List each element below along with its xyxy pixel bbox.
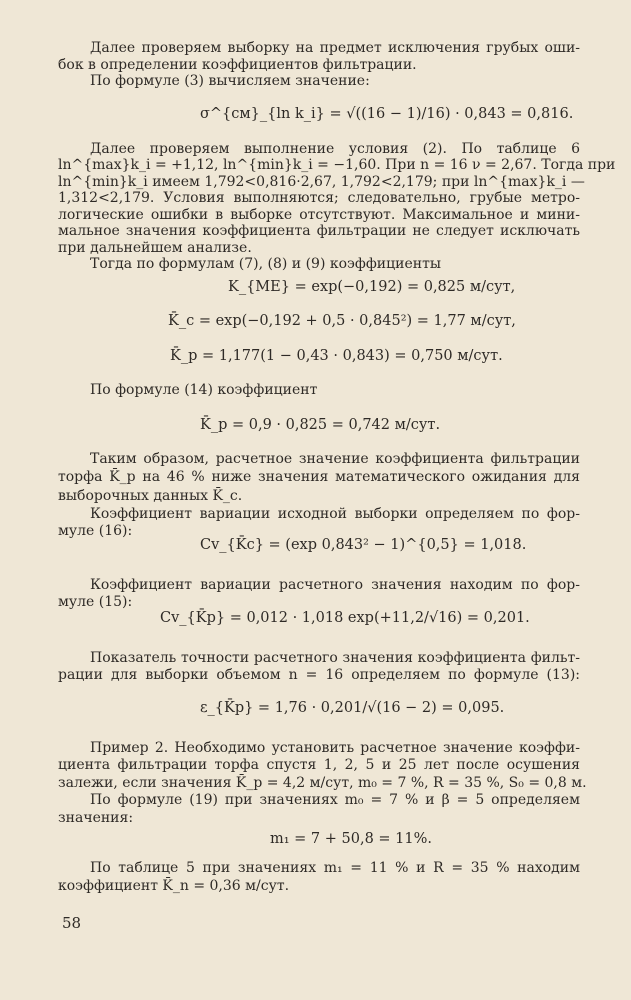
text-line: По формуле (19) при значениях m₀ = 7 % и β = 5 определяем <box>90 792 580 808</box>
text-line: Пример 2. Необходимо установить расчетное значение коэффи- <box>90 740 580 756</box>
formula-line: K̄_c = exp(−0,192 + 0,5 · 0,845²) = 1,77 м/сут, <box>168 313 516 329</box>
text-line: Таким образом, расчетное значение коэффициента фильтрации <box>90 451 580 467</box>
text-line: торфа K̄_p на 46 % ниже значения математического ожидания для <box>58 469 580 485</box>
text-line: муле (16): <box>58 523 133 539</box>
formula-line: K_{ME} = exp(−0,192) = 0,825 м/сут, <box>228 279 516 295</box>
text-line: мальное значения коэффициента фильтрации не следует исключать <box>58 223 580 239</box>
page-number: 58 <box>62 914 82 932</box>
text-line: По формуле (3) вычисляем значение: <box>90 73 370 89</box>
text-line: ln^{min}k_i имеем 1,792<0,816·2,67, 1,792<2,179; при ln^{max}k_i — <box>58 174 585 190</box>
formula-line: Cv_{K̄p} = 0,012 · 1,018 exp(+11,2/√16) = 0,201. <box>160 610 530 626</box>
text-line: По таблице 5 при значениях m₁ = 11 % и R = 35 % находим <box>90 860 580 876</box>
text-line: 1,312<2,179. Условия выполняются; следовательно, грубые метро- <box>58 190 580 206</box>
formula-line: σ^{см}_{ln k_i} = √((16 − 1)/16) · 0,843 = 0,816. <box>200 106 574 122</box>
text-line: коэффициент K̄_n = 0,36 м/сут. <box>58 878 290 894</box>
text-line: Тогда по формулам (7), (8) и (9) коэффициенты <box>90 256 441 272</box>
text-line: выборочных данных K̄_c. <box>58 488 243 504</box>
formula-line: K̄_p = 1,177(1 − 0,43 · 0,843) = 0,750 м/сут. <box>170 348 503 364</box>
text-line: По формуле (14) коэффициент <box>90 382 318 398</box>
formula-line: Cv_{K̄c} = (exp 0,843² − 1)^{0,5} = 1,018. <box>200 537 527 553</box>
text-line: циента фильтрации торфа спустя 1, 2, 5 и 25 лет после осушения <box>58 757 580 773</box>
text-line: бок в определении коэффициентов фильтрации. <box>58 57 417 73</box>
formula-line: ε_{K̄p} = 1,76 · 0,201/√(16 − 2) = 0,095. <box>200 700 505 716</box>
text-line: Коэффициент вариации исходной выборки определяем по фор- <box>90 506 580 522</box>
text-line: значения: <box>58 810 134 826</box>
text-line: Далее проверяем выполнение условия (2). По таблице 6 <box>90 141 580 157</box>
text-line: логические ошибки в выборке отсутствуют. Максимальное и мини- <box>58 207 580 223</box>
text-line: ln^{max}k_i = +1,12, ln^{min}k_i = −1,60. При n = 16 ν = 2,67. Тогда при <box>58 157 616 173</box>
text-line: рации для выборки объемом n = 16 определяем по формуле (13): <box>58 667 580 683</box>
text-line: Коэффициент вариации расчетного значения находим по фор- <box>90 577 580 593</box>
text-line: муле (15): <box>58 594 133 610</box>
formula-line: K̄_p = 0,9 · 0,825 = 0,742 м/сут. <box>200 417 441 433</box>
formula-line: m₁ = 7 + 50,8 = 11%. <box>270 831 433 847</box>
text-line: при дальнейшем анализе. <box>58 240 252 256</box>
text-line: залежи, если значения K̄_p = 4,2 м/сут, m₀ = 7 %, R = 35 %, S₀ = 0,8 м. <box>58 775 587 791</box>
text-line: Показатель точности расчетного значения коэффициента фильт- <box>90 650 580 666</box>
text-line: Далее проверяем выборку на предмет исключения грубых оши- <box>90 40 580 56</box>
